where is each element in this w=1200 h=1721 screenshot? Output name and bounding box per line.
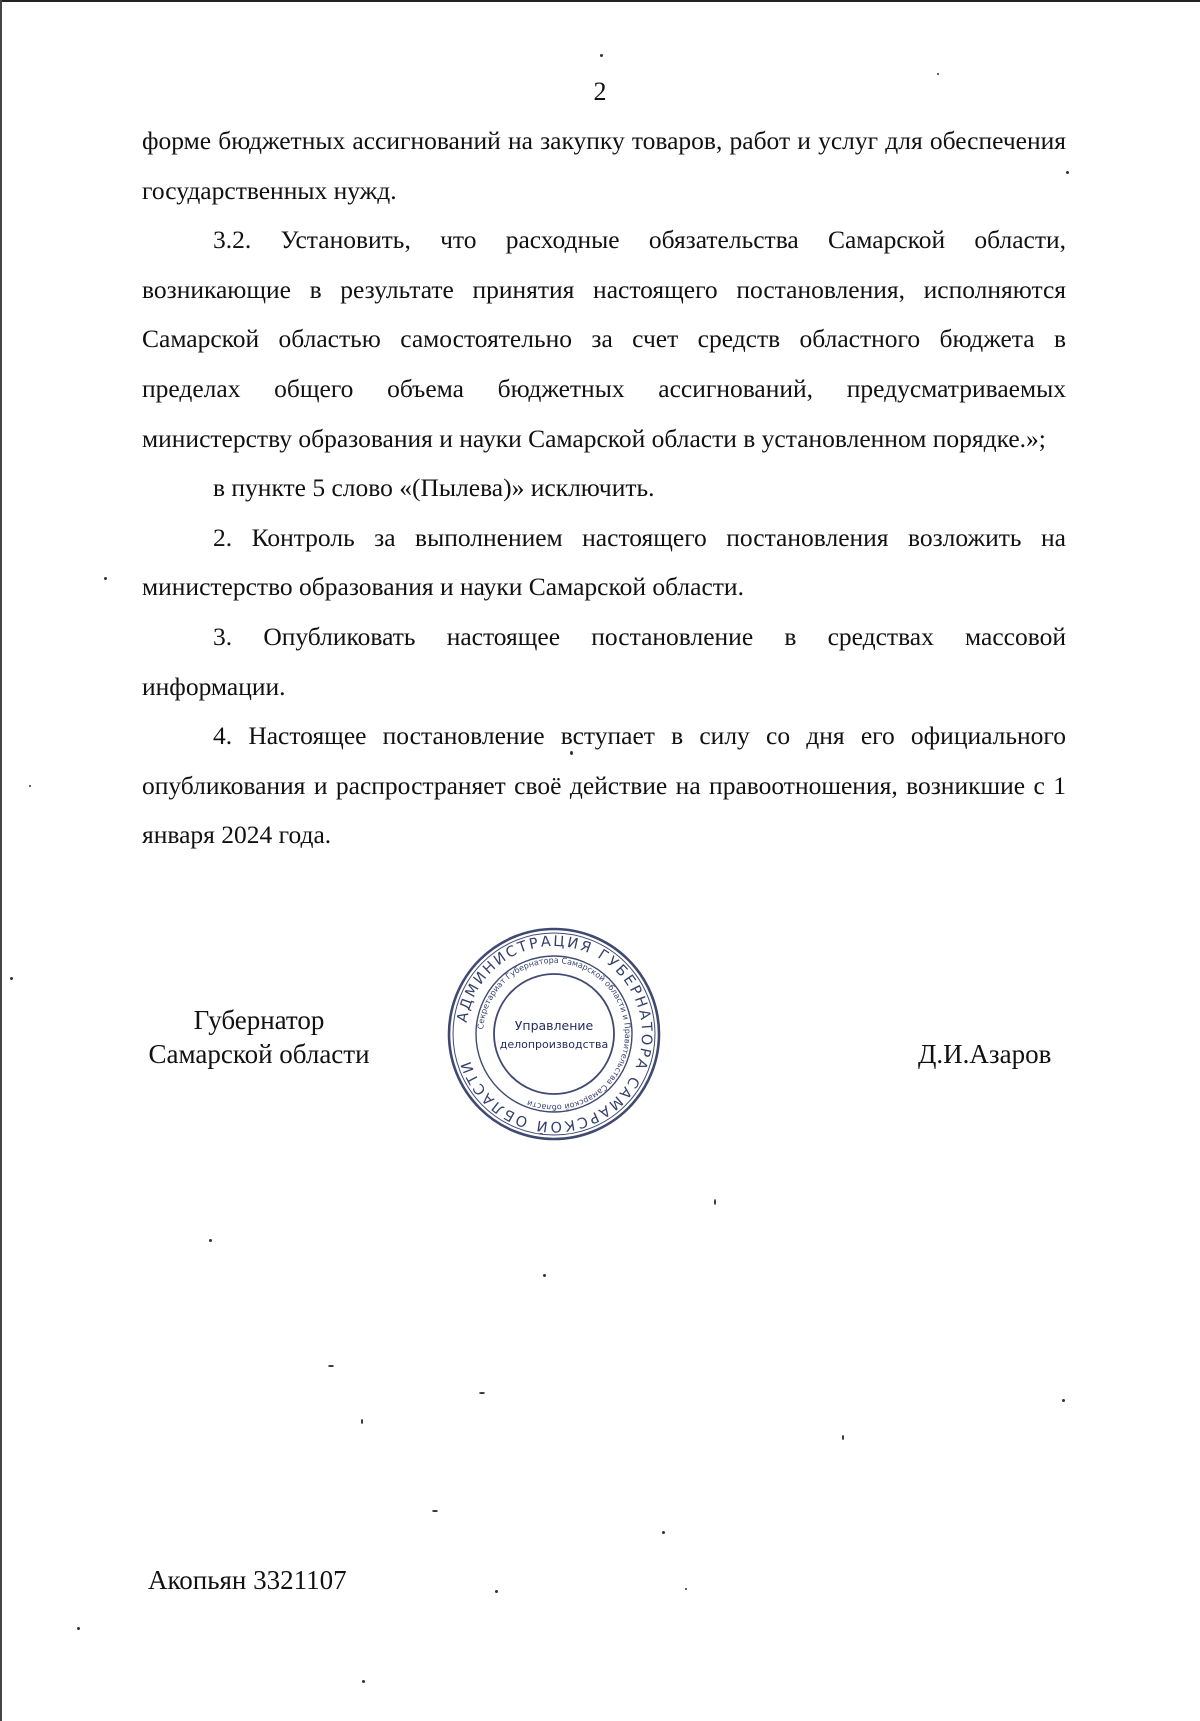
paragraph-3: 3. Опубликовать настоящее постановление в средствах массовой информации. [142,621,1066,701]
scan-speck [1066,171,1069,174]
signatory-position [134,1003,384,1071]
scan-speck [77,1627,80,1630]
svg-text:Секретариат Губернатора Самарс [476,956,632,1112]
signatory-position-line1: Губернатор [193,1005,325,1035]
scan-speck [1062,1399,1065,1402]
signatory-name: Д.И.Азаров [918,1039,1052,1069]
scan-speck [362,1680,365,1683]
seal-inner-ring-text: Секретариат Губернатора Самарской области и Правительства Самарской области [476,955,633,1113]
scan-edge-top [0,0,1200,2]
scan-speck [937,73,939,75]
scan-speck [432,1510,438,1512]
paragraph-2: 2. Контроль за выполнением настоящего постановления возложить на министерство образования и науки Самарской области. [142,522,1066,602]
scan-speck [600,54,603,57]
scan-speck [685,1588,687,1590]
page-number: 2 [593,77,607,106]
scan-speck [328,1365,334,1367]
scan-speck [662,1531,665,1534]
official-seal [444,924,664,1144]
scan-speck [29,785,31,787]
executor-contact: Акопьян 3321107 [148,1565,347,1595]
paragraph-4: 4. Настоящее постановление вступает в силу со дня его официального опубликования и распространяет своё действие на правоотношения, возникшие с 1 января 2024 года. [142,721,1066,850]
scan-speck [10,977,13,980]
seal-outer-ring-text: АДМИНИСТРАЦИЯ ГУБЕРНАТОРА САМАРСКОЙ ОБЛАСТИ [454,933,655,1135]
scan-edge-left [0,0,2,1721]
scan-speck [479,1392,485,1394]
signatory-position-line2: Самарской области [148,1039,370,1069]
seal-center-line2: делопроизводства [499,1038,609,1051]
paragraph-point-5: в пункте 5 слово «(Пылева)» исключить. [213,473,655,503]
scan-speck [543,1274,546,1277]
document-body [142,116,1066,860]
scan-speck [842,1435,844,1440]
scan-speck [104,577,107,580]
scan-speck [570,751,573,755]
scan-speck [495,1590,498,1593]
scan-speck [361,1419,363,1424]
seal-center-line1: Управление [514,1018,594,1033]
paragraph-3-2: 3.2. Установить, что расходные обязательства Самарской области, возникающие в результате принятия настоящего постановления, исполняются Самарской областью самостоятельно за счет средств областного бюджета в пределах общего объема бюджетных ассигнований, предусматриваемых министерству образования и науки Самарской области в установленном порядке.»; [142,225,1066,453]
paragraph-continuation: форме бюджетных ассигнований на закупку товаров, работ и услуг для обеспечения государственных нужд. [142,126,1066,205]
scan-speck [209,1239,212,1242]
scan-speck [714,1199,716,1205]
